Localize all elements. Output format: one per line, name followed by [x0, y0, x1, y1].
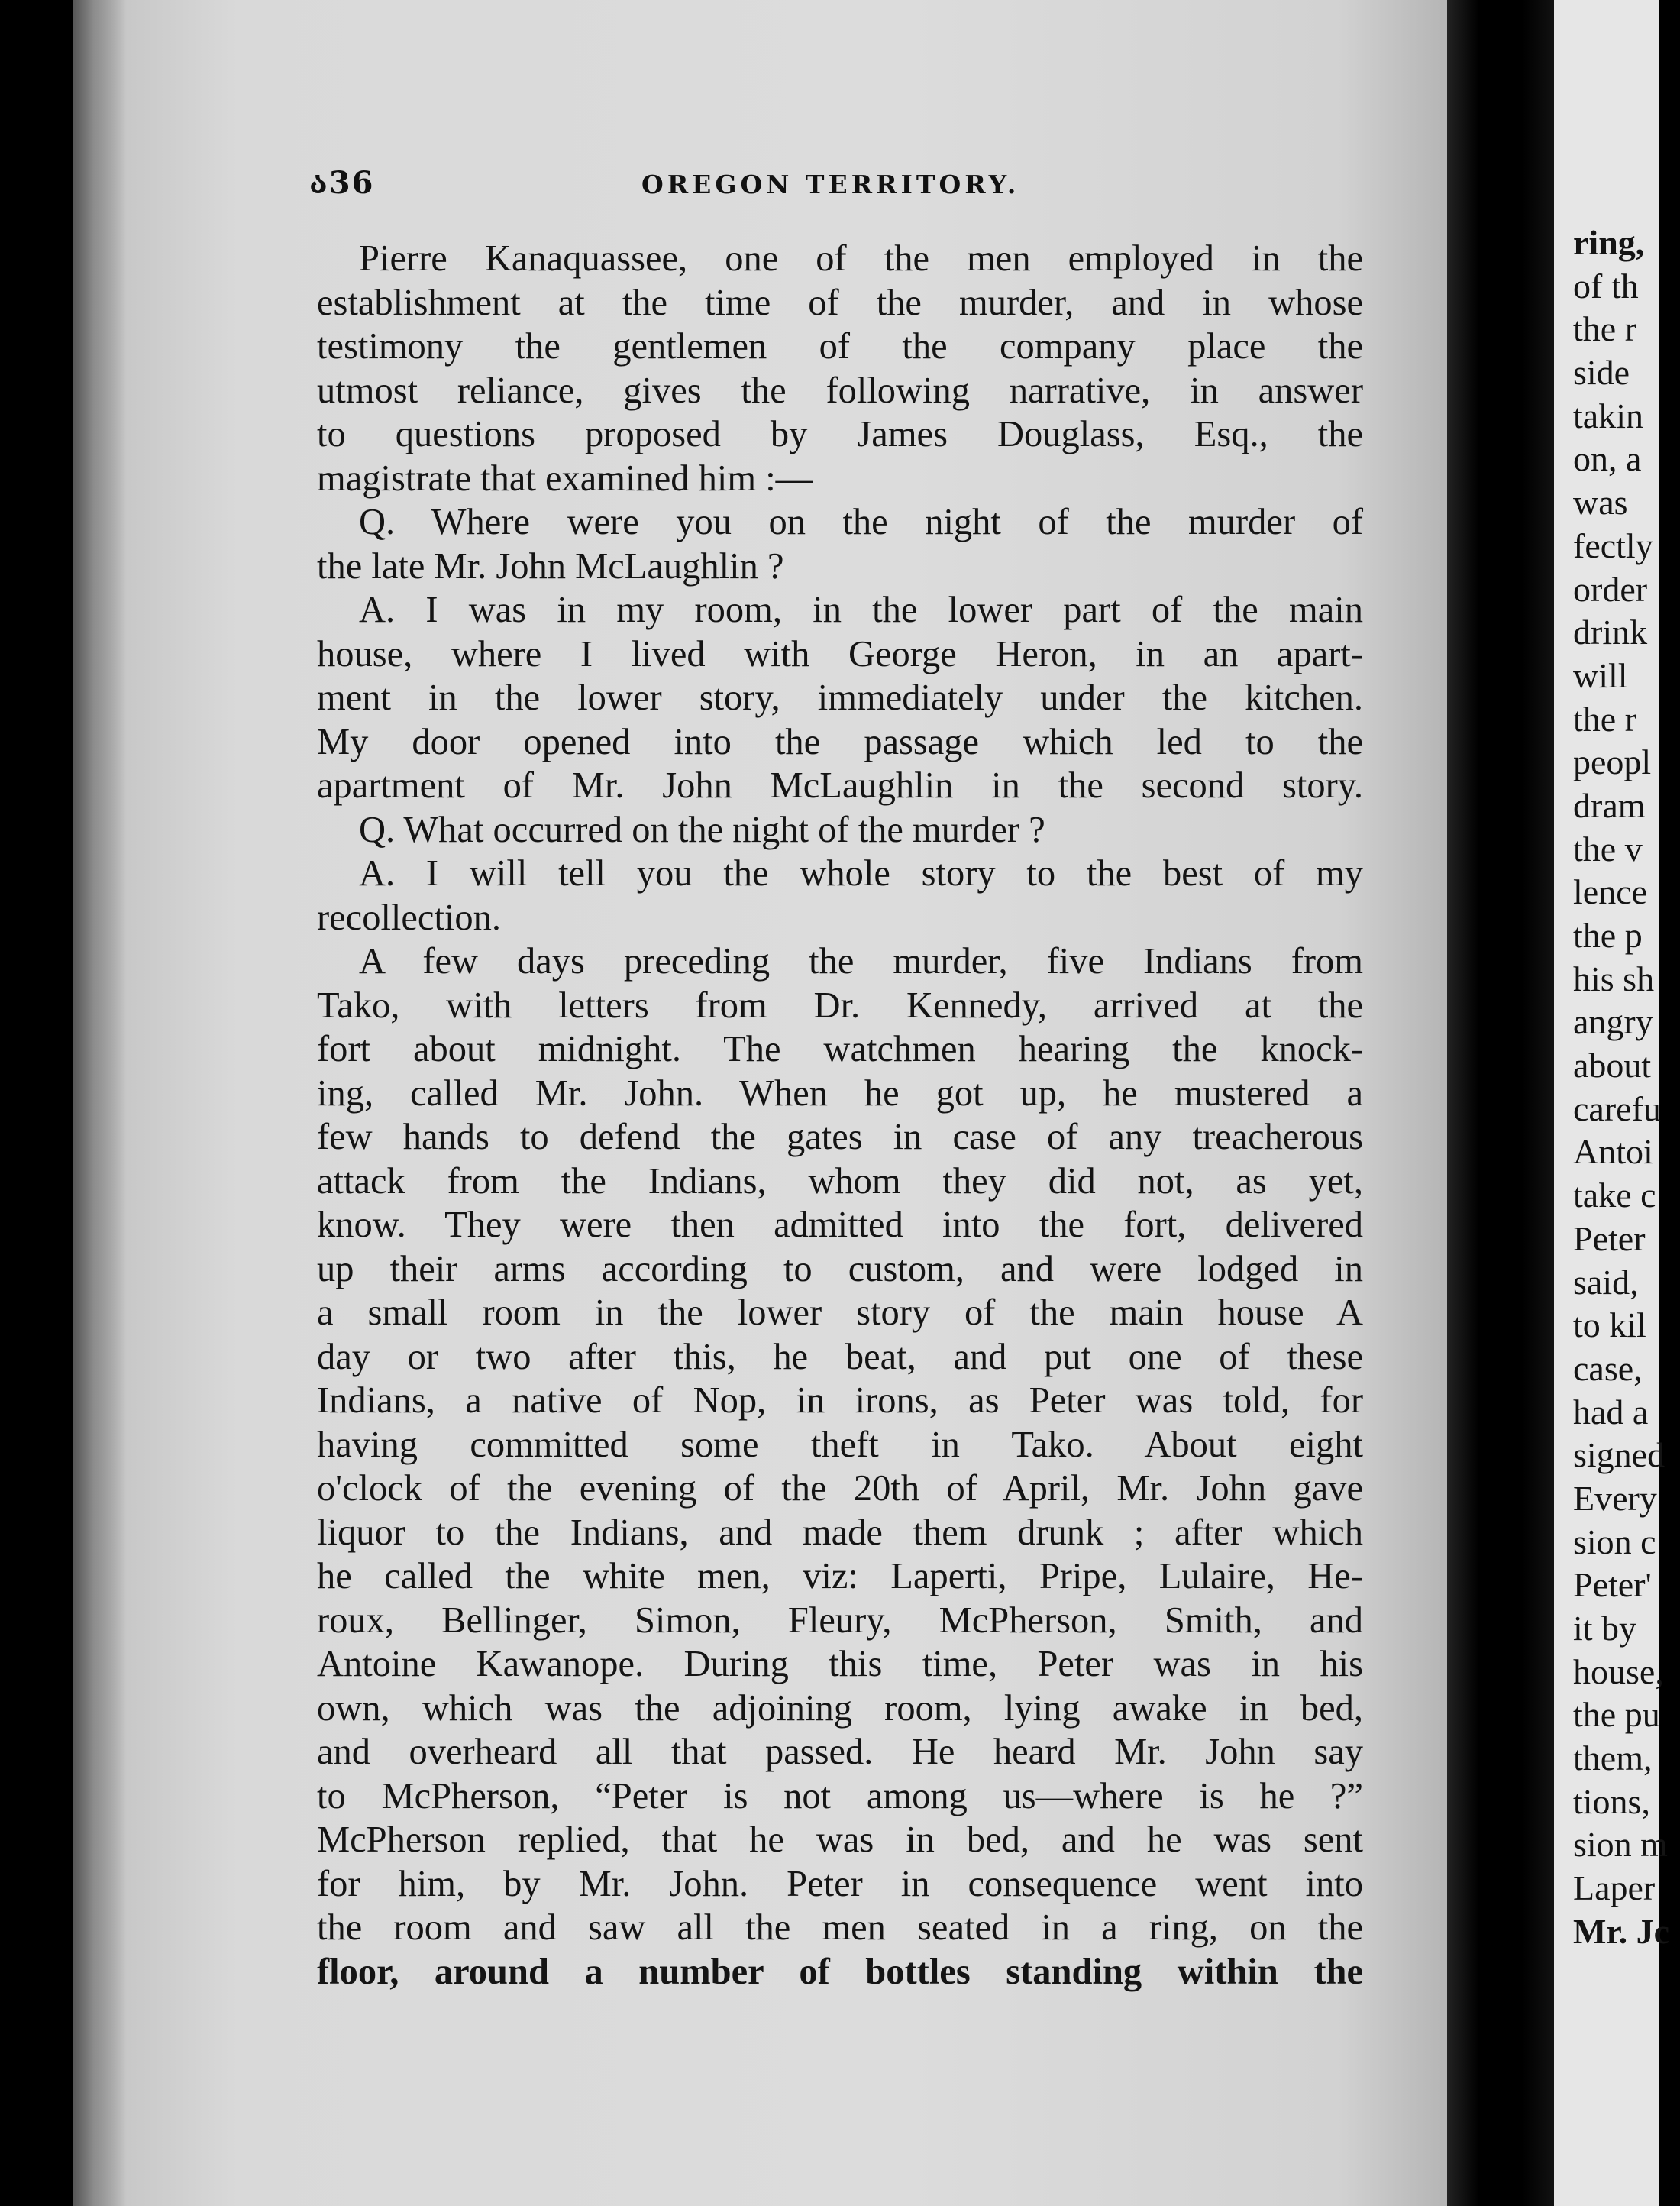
text-line: Q. What occurred on the night of the murder ?	[359, 809, 1045, 850]
text-line: A few days preceding the murder, five Indians from	[359, 941, 1363, 982]
text-line: own, which was the adjoining room, lying awake in bed,	[317, 1687, 1363, 1729]
facing-text-fragment: Laper	[1573, 1868, 1656, 1908]
facing-text-fragment: the r	[1573, 309, 1637, 349]
text-line: to McPherson, “Peter is not among us—where is he ?”	[317, 1775, 1363, 1816]
facing-text-fragment: Mr. Jc	[1573, 1911, 1670, 1951]
facing-text-fragment: tions,	[1573, 1781, 1650, 1821]
text-line: to questions proposed by James Douglass, Esq., the	[317, 414, 1363, 454]
body-text	[317, 237, 1363, 1994]
facing-text-fragment: Peter'	[1573, 1565, 1652, 1605]
text-line: house, where I lived with George Heron, in an apart-	[317, 633, 1363, 674]
facing-text-fragment: to kil	[1573, 1305, 1646, 1345]
text-line: Tako, with letters from Dr. Kennedy, arrived at the	[317, 985, 1363, 1026]
text-line: Pierre Kanaquassee, one of the men employed in the	[359, 238, 1363, 279]
book-gutter	[1447, 0, 1554, 2206]
text-line: he called the white men, viz: Laperti, Pripe, Lulaire, He-	[317, 1556, 1363, 1596]
text-line: roux, Bellinger, Simon, Fleury, McPherson, Smith, and	[317, 1600, 1363, 1641]
facing-text-fragment: sion c	[1573, 1522, 1656, 1561]
text-line: Q. Where were you on the night of the murder of	[359, 502, 1363, 542]
text-line: McPherson replied, that he was in bed, and he was sent	[317, 1819, 1363, 1860]
text-line: My door opened into the passage which led to the	[317, 721, 1363, 762]
facing-text-fragment: his sh	[1573, 959, 1655, 998]
text-line: floor, around a number of bottles standing within the	[317, 1951, 1363, 1992]
facing-text-fragment: Peter	[1573, 1218, 1646, 1258]
facing-page-text	[1573, 222, 1680, 1954]
facing-text-fragment: will	[1573, 655, 1628, 695]
text-line: day or two after this, he beat, and put one of these	[317, 1336, 1363, 1377]
text-line: testimony the gentlemen of the company place the	[317, 326, 1363, 367]
text-line: A. I was in my room, in the lower part of the main	[359, 590, 1363, 630]
facing-text-fragment: the r	[1573, 699, 1637, 739]
text-line: A. I will tell you the whole story to the best of my	[359, 853, 1363, 894]
text-line: recollection.	[317, 897, 502, 938]
scan-left-border	[0, 0, 73, 2206]
text-line: establishment at the time of the murder, and in whose	[317, 282, 1363, 323]
facing-text-fragment: Every	[1573, 1478, 1657, 1518]
facing-text-fragment: the pu	[1573, 1695, 1660, 1735]
facing-text-fragment: them,	[1573, 1739, 1653, 1778]
facing-text-fragment: the v	[1573, 829, 1643, 868]
facing-text-fragment: side	[1573, 353, 1630, 393]
text-line: Antoine Kawanope. During this time, Peter was in his	[317, 1644, 1363, 1684]
text-line: utmost reliance, gives the following narrative, in answer	[317, 370, 1363, 411]
facing-text-fragment: was	[1573, 483, 1628, 522]
text-line: ing, called Mr. John. When he got up, he mustered a	[317, 1072, 1363, 1114]
facing-text-fragment: the p	[1573, 916, 1643, 955]
text-line: and overheard all that passed. He heard Mr. John say	[317, 1732, 1363, 1772]
facing-text-fragment: had a	[1573, 1392, 1649, 1431]
text-line: fort about midnight. The watchmen hearing the knock-	[317, 1029, 1363, 1069]
facing-text-fragment: about	[1573, 1046, 1652, 1085]
text-line: few hands to defend the gates in case of any treacherous	[317, 1117, 1363, 1157]
facing-text-fragment: peopl	[1573, 742, 1652, 782]
text-line: apartment of Mr. John McLaughlin in the second story.	[317, 765, 1363, 806]
facing-text-fragment: Antoi	[1573, 1132, 1653, 1172]
running-head: OREGON TERRITORY.	[641, 170, 1020, 199]
facing-text-fragment: takin	[1573, 396, 1643, 435]
text-line: the late Mr. John McLaughlin ?	[317, 545, 784, 587]
text-line: having committed some theft in Tako. About eight	[317, 1424, 1363, 1465]
text-line: the room and saw all the men seated in a ring, on the	[317, 1907, 1363, 1948]
page-binding-shadow	[73, 0, 126, 2206]
facing-text-fragment: said,	[1573, 1262, 1639, 1302]
facing-text-fragment: lence	[1573, 872, 1648, 912]
text-line: magistrate that examined him :—	[317, 458, 813, 499]
facing-text-fragment: dram	[1573, 785, 1646, 825]
facing-text-fragment: order	[1573, 569, 1648, 609]
page-header	[309, 165, 1363, 211]
facing-text-fragment: ring,	[1573, 223, 1645, 262]
facing-text-fragment: sion m	[1573, 1825, 1668, 1865]
facing-text-fragment: house,	[1573, 1651, 1664, 1691]
facing-text-fragment: fectly	[1573, 526, 1653, 565]
page-number: ა36	[309, 165, 375, 201]
text-line: know. They were then admitted into the fort, delivered	[317, 1205, 1363, 1245]
text-line: liquor to the Indians, and made them drunk ; after which	[317, 1512, 1363, 1553]
facing-text-fragment: it by	[1573, 1609, 1637, 1648]
facing-text-fragment: case,	[1573, 1348, 1643, 1388]
text-line: for him, by Mr. John. Peter in consequence went into	[317, 1863, 1363, 1904]
facing-text-fragment: take c	[1573, 1176, 1656, 1215]
text-line: o'clock of the evening of the 20th of April, Mr. John gave	[317, 1468, 1363, 1509]
facing-text-fragment: of th	[1573, 266, 1639, 306]
facing-text-fragment: signed	[1573, 1435, 1665, 1475]
text-line: ment in the lower story, immediately under the kitchen.	[317, 678, 1363, 718]
facing-text-fragment: drink	[1573, 613, 1648, 652]
text-line: a small room in the lower story of the main house A	[317, 1292, 1363, 1333]
text-line: up their arms according to custom, and were lodged in	[317, 1248, 1363, 1289]
text-line: attack from the Indians, whom they did not, as yet,	[317, 1160, 1363, 1202]
text-line: Indians, a native of Nop, in irons, as Peter was told, for	[317, 1380, 1363, 1421]
facing-text-fragment: on, a	[1573, 439, 1642, 479]
facing-text-fragment: carefu	[1573, 1088, 1661, 1128]
facing-text-fragment: angry	[1573, 1002, 1653, 1042]
